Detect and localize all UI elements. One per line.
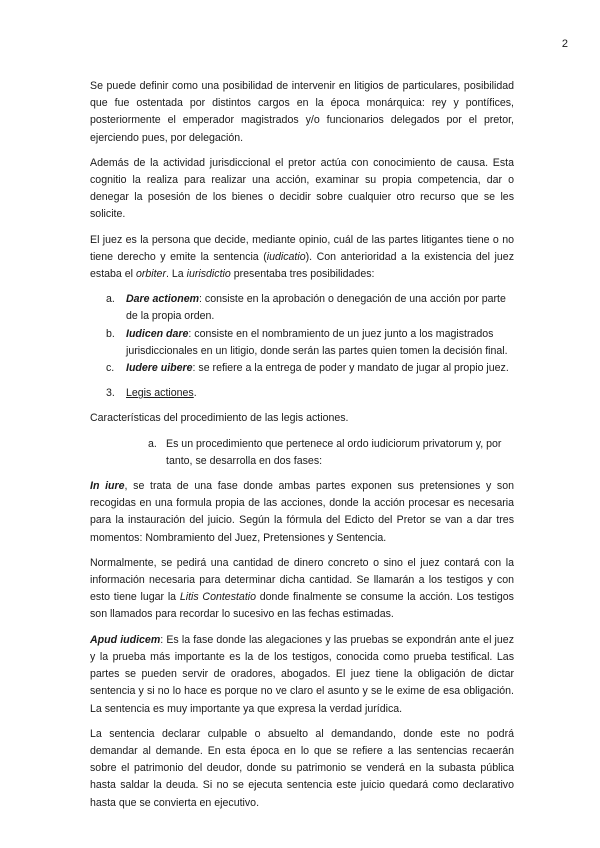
- paragraph-juez: El juez es la persona que decide, mediante opinio, cuál de las partes litigantes tiene o no tiene derecho y emite la sentencia (iudicatio). Con anterioridad a la existencia del juez estaba el orbiter. La iurisdictio presentaba tres posibilidades:: [90, 233, 514, 281]
- section-number: 3.: [106, 387, 115, 400]
- list-marker: a.: [148, 437, 157, 450]
- sub-list-item: a. Es un procedimiento que pertenece al ordo iudiciorum privatorum y, por tanto, se desarrolla en dos fases:: [148, 436, 514, 470]
- term: Apud iudicem: [90, 633, 161, 646]
- page-number: 2: [561, 38, 568, 50]
- list-marker: a.: [106, 293, 115, 306]
- term: Dare actionem: [126, 293, 200, 306]
- paragraph-litis: Normalmente, se pedirá una cantidad de dinero concreto o sino el juez contará con la información necesaria para determinar dicha cantidad. Se llamarán a los testigos y con esto tiene lugar la Litis Contestatio donde finalmente se consume la acción. Los testigos son llamados para recordar lo sucesivo en las fechas estimadas.: [90, 556, 514, 621]
- paragraph-caracteristicas: Características del procedimiento de las legis actiones.: [90, 412, 349, 425]
- list-marker: b.: [106, 327, 115, 340]
- section-heading: 3. Legis actiones.: [106, 385, 514, 402]
- paragraph-cognitio: Además de la actividad jurisdiccional el pretor actúa con conocimiento de causa. Esta cognitio la realiza para realizar una acción, examinar su propia competencia, dar o denegar la posesión de los bienes o decidir sobre cualquier otro recurso que se les solicite.: [90, 156, 514, 221]
- list-marker: c.: [106, 362, 115, 375]
- list-item: a. Dare actionem: consiste en la aprobación o denegación de una acción por parte de la propia orden.: [106, 291, 514, 325]
- paragraph-sentencia: La sentencia declarar culpable o absuelto al demandando, donde este no podrá demandar al demande. En esta época en lo que se refiere a las sentencias recaerán sobre el patrimonio del deudor, donde su patrimonio se venderá en la subasta pública hasta saldar la deuda. Si no se ejecuta sentencia este juicio quedará como declarativo hasta que se convierta en ejecutivo.: [90, 727, 514, 809]
- list-item: b. Iudicen dare: consiste en el nombramiento de un juez junto a los magistrados jurisdiccionales en un litigio, donde serán las partes quien tomen la decisión final.: [106, 326, 514, 360]
- paragraph-definition: Se puede definir como una posibilidad de intervenir en litigios de particulares, posibilidad que fue ostentada por distintos cargos en la época monárquica: rey y pontífices, posteriormente el emperador magistrados y/o funcionarios delegados por el pretor, ejerciendo pues, por delegación.: [90, 80, 514, 144]
- term: Iudere uibere: [126, 362, 193, 375]
- paragraph-apud-iudicem: Apud iudicem: Es la fase donde las alegaciones y las pruebas se expondrán ante el juez y la prueba más importante es la de los testigos, conocida como prueba testifical. Las partes se pueden servir de oradores, abogados. El juez tiene la obligación de dictar sentencia y si no lo hace es porque no ve claro el asunto y se le exime de esa obligación. La sentencia es muy importante ya que expresa la verdad jurídica.: [90, 633, 514, 715]
- section-title: Legis actiones: [126, 387, 194, 400]
- term: In iure: [90, 480, 125, 493]
- paragraph-in-iure: In iure, se trata de una fase donde ambas partes exponen sus pretensiones y son recogidas en una formula propia de las acciones, donde la acción procesar es necesaria para la instauración del juicio. Según la fórmula del Edicto del Pretor se van a dar tres momentos: Nombramiento del Juez, Pretensiones y Sentencia.: [90, 480, 514, 544]
- list-item: c. Iudere uibere: se refiere a la entrega de poder y mandato de jugar al propio juez.: [106, 360, 514, 377]
- iurisdictio-list: [90, 291, 514, 377]
- document-body: [90, 78, 514, 820]
- term: Iudicen dare: [126, 327, 189, 340]
